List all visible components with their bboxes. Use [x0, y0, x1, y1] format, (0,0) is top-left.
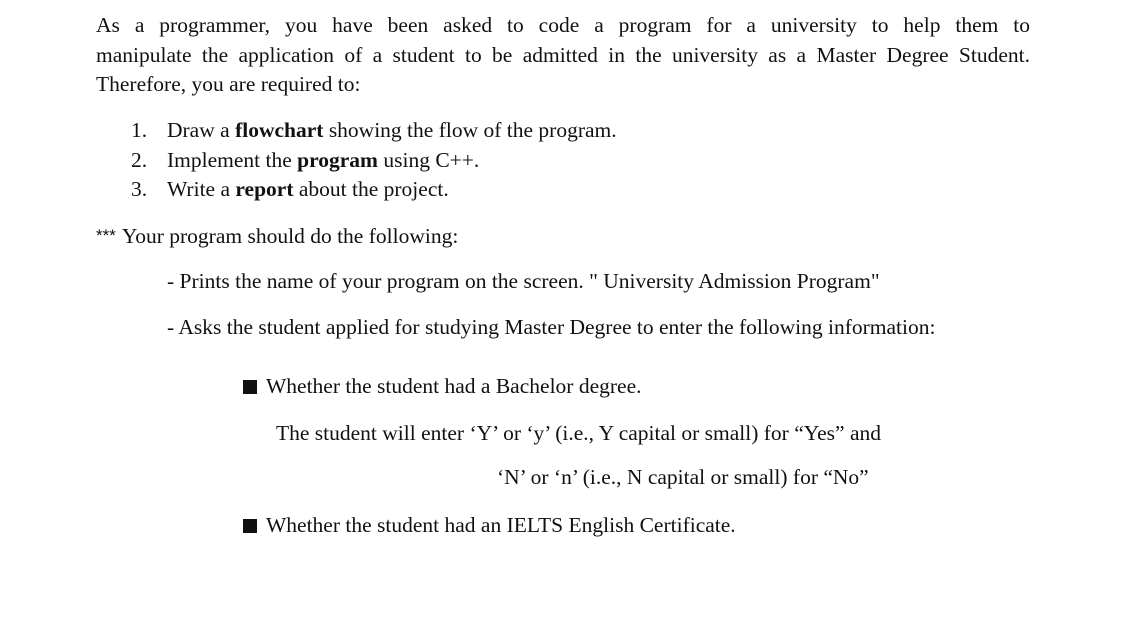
task-keyword: report [235, 177, 294, 201]
task-text: Draw a flowchart showing the flow of the program. [167, 118, 617, 142]
requirements-heading [96, 221, 458, 251]
intro-paragraph [96, 11, 1030, 100]
task-keyword: flowchart [235, 118, 324, 142]
intro-line-3: Therefore, you are required to: [96, 72, 361, 96]
note-line-1: The student will enter ‘Y’ or ‘y’ (i.e., Y capital or small) for “Yes” and [276, 421, 881, 445]
bullet-item-text: Whether the student had an IELTS English Certificate. [266, 513, 736, 537]
task-number: 1. [131, 118, 148, 142]
intro-line-2: manipulate the application of a student to be admitted in the university as a Master Degree Student. [96, 42, 1030, 67]
intro-line-1: As a programmer, you have been asked to code a program for a university to help them to [96, 13, 1030, 37]
bullet-item-1 [243, 372, 641, 401]
bullet-item-text: Whether the student had a Bachelor degree. [266, 374, 642, 398]
task-list [131, 116, 617, 205]
requirement-item-2: - Asks the student applied for studying Master Degree to enter the following information: [167, 315, 936, 339]
bullet-item-2 [243, 511, 736, 540]
task-text: Implement the program using C++. [167, 147, 480, 172]
task-number: 2. [131, 147, 148, 172]
square-bullet-icon [243, 519, 257, 533]
requirements-heading-text: Your program should do the following: [121, 224, 459, 248]
task-text: Write a report about the project. [167, 177, 449, 201]
stars-marker: *** [96, 226, 116, 245]
task-number: 3. [131, 177, 148, 201]
task-item [131, 116, 617, 146]
task-keyword: program [297, 147, 378, 172]
square-bullet-icon [243, 380, 257, 394]
note-line-2: ‘N’ or ‘n’ (i.e., N capital or small) for “No” [497, 465, 869, 489]
task-item [131, 175, 617, 205]
task-item [131, 146, 617, 176]
requirement-item-1: - Prints the name of your program on the screen. " University Admission Program" [167, 269, 880, 293]
